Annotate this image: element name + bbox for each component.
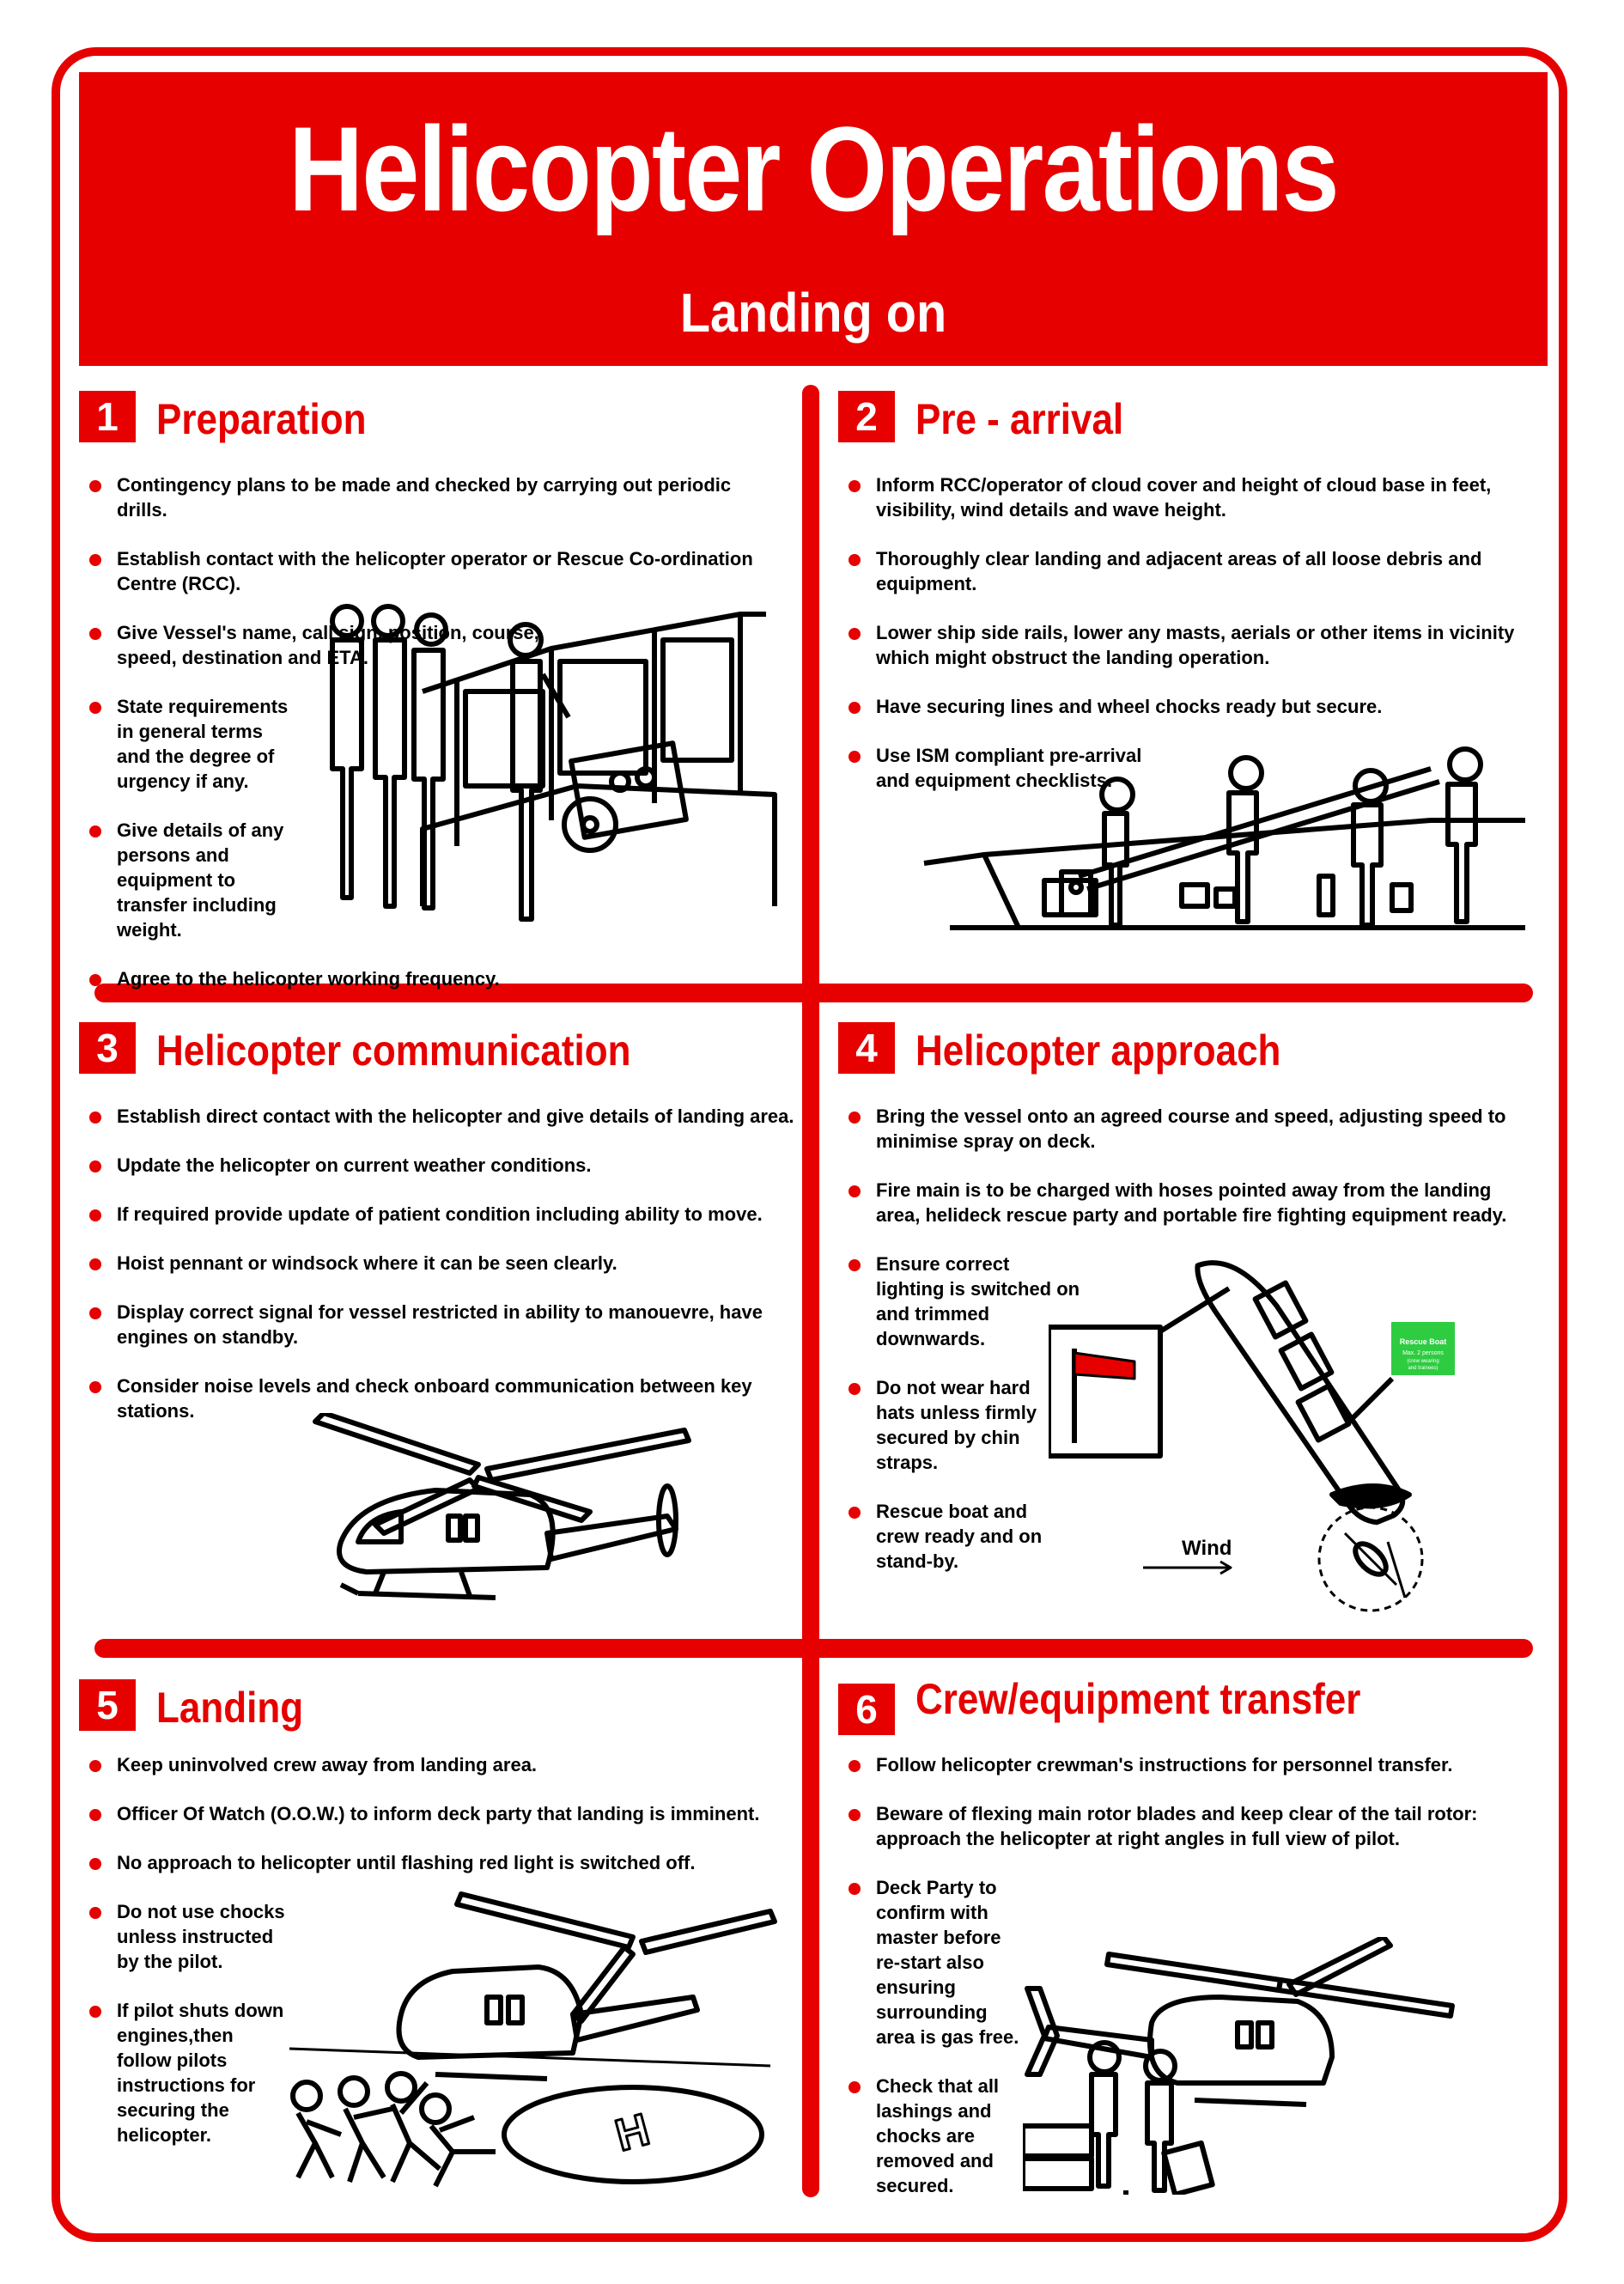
list-item: Follow helicopter crewman's instructions for personnel transfer. [848, 1752, 1529, 1777]
section-landing [79, 1679, 783, 2212]
transfer-illustration [1023, 1937, 1538, 2195]
wind-label: Wind [1182, 1537, 1232, 1560]
vertical-divider [802, 385, 819, 2197]
list-item: Inform RCC/operator of cloud cover and height of cloud base in feet, visibility, wind details and wave height. [848, 472, 1529, 522]
section-pre-arrival [838, 391, 1542, 975]
section-helicopter-communication [79, 1022, 794, 1623]
list-item: State requirements in general terms and the degree of urgency if any. [89, 694, 293, 794]
list-item: Fire main is to be charged with hoses pointed away from the landing area, helideck rescue party and portable fire fighting equipment ready. [848, 1178, 1537, 1227]
list-item: Give details of any persons and equipment to transfer including weight. [89, 818, 310, 942]
rescue-sign-capacity: Max. 2 persons [1402, 1350, 1444, 1356]
rescue-sign-note-1: (crew wearing [1407, 1359, 1439, 1364]
section-title: Landing [156, 1684, 304, 1732]
windsock-panel [1049, 1327, 1160, 1456]
list-item: Establish direct contact with the helicopter and give details of landing area. [89, 1104, 795, 1129]
horizontal-divider-2 [94, 1639, 1533, 1658]
helipad-h-marking: H [610, 2104, 655, 2161]
section-number: 2 [838, 391, 895, 442]
list-item: Do not use chocks unless instructed by the pilot. [89, 1899, 289, 1974]
list-item: If pilot shuts down engines,then follow pilots instructions for securing the helicopter. [89, 1998, 293, 2147]
section-title: Pre - arrival [915, 395, 1124, 443]
list-item: Update the helicopter on current weather conditions. [89, 1153, 795, 1178]
section-preparation [79, 391, 783, 990]
vessel-approach-illustration [1049, 1237, 1542, 1615]
section-number: 5 [79, 1679, 136, 1731]
list-item: Deck Party to confirm with master before re-start also ensuring surrounding area is gas free. [848, 1875, 1026, 2050]
list-item: Display correct signal for vessel restricted in ability to manouevre, have engines on standby. [89, 1300, 795, 1349]
list-item: Keep uninvolved crew away from landing area. [89, 1752, 769, 1777]
list-item: Bring the vessel onto an agreed course and speed, adjusting speed to minimise spray on deck. [848, 1104, 1529, 1154]
page-title: Helicopter Operations [289, 101, 1338, 236]
section-number: 6 [838, 1684, 895, 1735]
list-item: Have securing lines and wheel chocks ready but secure. [848, 694, 1529, 719]
list-item: Contingency plans to be made and checked by carrying out periodic drills. [89, 472, 769, 522]
list-item: Do not wear hard hats unless firmly secured by chin straps. [848, 1375, 1065, 1475]
section-title: Helicopter approach [915, 1026, 1281, 1075]
section-title: Helicopter communication [156, 1026, 631, 1075]
section-title: Preparation [156, 395, 367, 443]
bridge-crew-illustration [294, 588, 792, 932]
section-number: 1 [79, 391, 136, 442]
list-item: Give Vessel's name, call sign, position, course, speed, destination and ETA. [89, 620, 555, 670]
list-item: Use ISM compliant pre-arrival and equipment checklists. [848, 743, 1159, 793]
list-item: Rescue boat and crew ready and on stand-by. [848, 1499, 1048, 1574]
list-item: If required provide update of patient condition including ability to move. [89, 1202, 795, 1227]
list-item: Hoist pennant or windsock where it can be seen clearly. [89, 1251, 795, 1276]
list-item: Establish contact with the helicopter operator or Rescue Co-ordination Centre (RCC). [89, 546, 769, 596]
list-item: Lower ship side rails, lower any masts, aerials or other items in vicinity which might obstruct the landing operation. [848, 620, 1529, 670]
list-item: Beware of flexing main rotor blades and keep clear of the tail rotor: approach the helicopter at right angles in full view of pilot. [848, 1801, 1529, 1851]
list-item: No approach to helicopter until flashing red light is switched off. [89, 1850, 769, 1875]
rescue-sign-note-2: and trainees) [1408, 1366, 1438, 1371]
list-item: Ensure correct lighting is switched on and trimmed downwards. [848, 1252, 1082, 1351]
helicopter-illustration [307, 1413, 702, 1619]
section-crew-equipment-transfer [838, 1675, 1542, 2212]
section-number: 4 [838, 1022, 895, 1074]
section-helicopter-approach [838, 1022, 1542, 1623]
landing-illustration [289, 1885, 796, 2203]
windsock-icon [1074, 1353, 1134, 1379]
bullet-list [89, 1104, 795, 1447]
list-item: Consider noise levels and check onboard communication between key stations. [89, 1373, 795, 1423]
page-subtitle: Landing on [679, 282, 947, 344]
header-banner [79, 72, 1548, 366]
section-title: Crew/equipment transfer [915, 1675, 1361, 1723]
list-item: Agree to the helicopter working frequency. [89, 966, 769, 991]
deck-crew-illustration [915, 734, 1534, 941]
list-item: Thoroughly clear landing and adjacent areas of all loose debris and equipment. [848, 546, 1529, 596]
rescue-sign-title: Rescue Boat [1399, 1337, 1447, 1346]
section-number: 3 [79, 1022, 136, 1074]
list-item: Officer Of Watch (O.O.W.) to inform deck party that landing is imminent. [89, 1801, 769, 1826]
list-item: Check that all lashings and chocks are removed and secured. [848, 2074, 1013, 2198]
